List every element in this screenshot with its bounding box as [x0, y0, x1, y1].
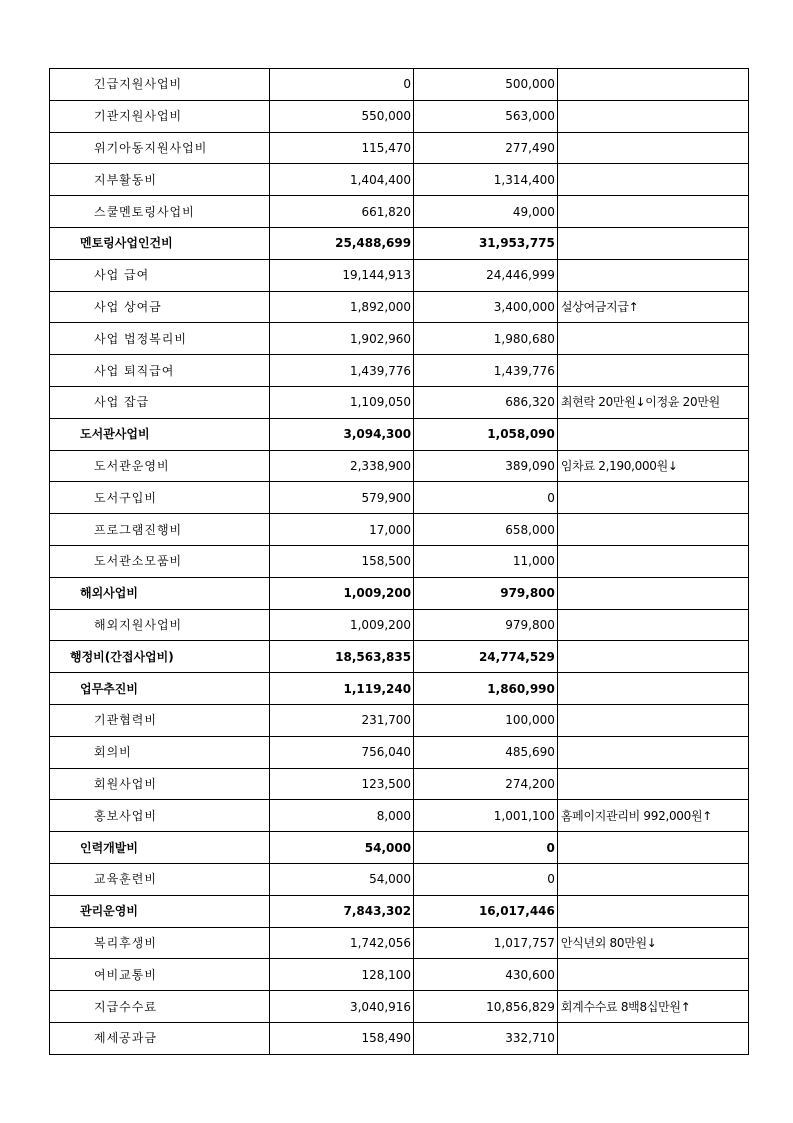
- current-amount-cell: 0: [414, 832, 558, 864]
- current-amount-cell: 1,860,990: [414, 673, 558, 705]
- account-name-cell: 사업 상여금: [50, 291, 270, 323]
- remark-cell: [557, 196, 748, 228]
- table-row: [50, 450, 749, 482]
- prior-amount-cell: 1,742,056: [270, 927, 414, 959]
- account-name-cell: 교육훈련비: [50, 863, 270, 895]
- account-name-cell: 행정비(간접사업비): [50, 641, 270, 673]
- table-row: [50, 800, 749, 832]
- table-row: [50, 641, 749, 673]
- remark-cell: 홈페이지관리비 992,000원↑: [557, 800, 748, 832]
- current-amount-cell: 3,400,000: [414, 291, 558, 323]
- remark-cell: [557, 69, 748, 101]
- table-row: [50, 704, 749, 736]
- prior-amount-cell: 550,000: [270, 100, 414, 132]
- current-amount-cell: 979,800: [414, 577, 558, 609]
- remark-cell: [557, 323, 748, 355]
- table-row: [50, 959, 749, 991]
- remark-cell: 설상여금지급↑: [557, 291, 748, 323]
- current-amount-cell: 686,320: [414, 386, 558, 418]
- remark-cell: [557, 768, 748, 800]
- current-amount-cell: 979,800: [414, 609, 558, 641]
- account-name-cell: 멘토링사업인건비: [50, 227, 270, 259]
- table-row: [50, 736, 749, 768]
- prior-amount-cell: 1,439,776: [270, 355, 414, 387]
- account-name-cell: 지급수수료: [50, 991, 270, 1023]
- prior-amount-cell: 3,040,916: [270, 991, 414, 1023]
- remark-cell: [557, 736, 748, 768]
- account-name-cell: 도서구입비: [50, 482, 270, 514]
- remark-cell: 최현락 20만원↓이정윤 20만원: [557, 386, 748, 418]
- remark-cell: [557, 514, 748, 546]
- table-row: [50, 832, 749, 864]
- account-name-cell: 여비교통비: [50, 959, 270, 991]
- account-name-cell: 홍보사업비: [50, 800, 270, 832]
- account-name-cell: 위기아동지원사업비: [50, 132, 270, 164]
- table-row: [50, 514, 749, 546]
- prior-amount-cell: 18,563,835: [270, 641, 414, 673]
- current-amount-cell: 1,980,680: [414, 323, 558, 355]
- current-amount-cell: 1,058,090: [414, 418, 558, 450]
- remark-cell: [557, 704, 748, 736]
- prior-amount-cell: 1,892,000: [270, 291, 414, 323]
- current-amount-cell: 31,953,775: [414, 227, 558, 259]
- prior-amount-cell: 1,902,960: [270, 323, 414, 355]
- table-row: [50, 100, 749, 132]
- remark-cell: [557, 959, 748, 991]
- current-amount-cell: 1,439,776: [414, 355, 558, 387]
- table-row: [50, 927, 749, 959]
- table-row: [50, 164, 749, 196]
- current-amount-cell: 332,710: [414, 1022, 558, 1054]
- account-name-cell: 제세공과금: [50, 1022, 270, 1054]
- account-name-cell: 사업 잡급: [50, 386, 270, 418]
- account-name-cell: 인력개발비: [50, 832, 270, 864]
- account-name-cell: 관리운영비: [50, 895, 270, 927]
- prior-amount-cell: 123,500: [270, 768, 414, 800]
- remark-cell: [557, 673, 748, 705]
- prior-amount-cell: 1,119,240: [270, 673, 414, 705]
- prior-amount-cell: 8,000: [270, 800, 414, 832]
- current-amount-cell: 277,490: [414, 132, 558, 164]
- table-row: [50, 323, 749, 355]
- remark-cell: [557, 100, 748, 132]
- current-amount-cell: 10,856,829: [414, 991, 558, 1023]
- prior-amount-cell: 2,338,900: [270, 450, 414, 482]
- current-amount-cell: 485,690: [414, 736, 558, 768]
- table-row: [50, 386, 749, 418]
- table-row: [50, 1022, 749, 1054]
- remark-cell: [557, 132, 748, 164]
- prior-amount-cell: 7,843,302: [270, 895, 414, 927]
- table-row: [50, 545, 749, 577]
- remark-cell: [557, 609, 748, 641]
- prior-amount-cell: 54,000: [270, 863, 414, 895]
- account-name-cell: 기관협력비: [50, 704, 270, 736]
- prior-amount-cell: 0: [270, 69, 414, 101]
- table-row: [50, 196, 749, 228]
- remark-cell: [557, 895, 748, 927]
- remark-cell: 안식년외 80만원↓: [557, 927, 748, 959]
- account-name-cell: 프로그램진행비: [50, 514, 270, 546]
- prior-amount-cell: 54,000: [270, 832, 414, 864]
- table-row: [50, 291, 749, 323]
- account-name-cell: 회원사업비: [50, 768, 270, 800]
- current-amount-cell: 0: [414, 482, 558, 514]
- table-row: [50, 355, 749, 387]
- prior-amount-cell: 128,100: [270, 959, 414, 991]
- account-name-cell: 복리후생비: [50, 927, 270, 959]
- prior-amount-cell: 231,700: [270, 704, 414, 736]
- table-row: [50, 863, 749, 895]
- remark-cell: 임차료 2,190,000원↓: [557, 450, 748, 482]
- remark-cell: [557, 832, 748, 864]
- current-amount-cell: 24,446,999: [414, 259, 558, 291]
- table-row: [50, 482, 749, 514]
- remark-cell: [557, 641, 748, 673]
- account-name-cell: 도서관소모품비: [50, 545, 270, 577]
- prior-amount-cell: 1,109,050: [270, 386, 414, 418]
- table-row: [50, 609, 749, 641]
- remark-cell: [557, 227, 748, 259]
- table-row: [50, 577, 749, 609]
- remark-cell: 회계수수료 8백8십만원↑: [557, 991, 748, 1023]
- remark-cell: [557, 545, 748, 577]
- prior-amount-cell: 756,040: [270, 736, 414, 768]
- account-name-cell: 사업 급여: [50, 259, 270, 291]
- prior-amount-cell: 17,000: [270, 514, 414, 546]
- prior-amount-cell: 1,009,200: [270, 609, 414, 641]
- table-row: [50, 69, 749, 101]
- table-row: [50, 673, 749, 705]
- prior-amount-cell: 1,404,400: [270, 164, 414, 196]
- account-name-cell: 지부활동비: [50, 164, 270, 196]
- remark-cell: [557, 863, 748, 895]
- current-amount-cell: 563,000: [414, 100, 558, 132]
- current-amount-cell: 11,000: [414, 545, 558, 577]
- table-row: [50, 227, 749, 259]
- prior-amount-cell: 579,900: [270, 482, 414, 514]
- table-row: [50, 895, 749, 927]
- current-amount-cell: 500,000: [414, 69, 558, 101]
- remark-cell: [557, 482, 748, 514]
- table-row: [50, 259, 749, 291]
- current-amount-cell: 1,314,400: [414, 164, 558, 196]
- table-row: [50, 418, 749, 450]
- prior-amount-cell: 25,488,699: [270, 227, 414, 259]
- current-amount-cell: 49,000: [414, 196, 558, 228]
- prior-amount-cell: 3,094,300: [270, 418, 414, 450]
- remark-cell: [557, 418, 748, 450]
- table-row: [50, 132, 749, 164]
- account-name-cell: 해외지원사업비: [50, 609, 270, 641]
- account-name-cell: 도서관사업비: [50, 418, 270, 450]
- budget-table: [49, 68, 749, 1055]
- prior-amount-cell: 115,470: [270, 132, 414, 164]
- remark-cell: [557, 577, 748, 609]
- prior-amount-cell: 1,009,200: [270, 577, 414, 609]
- current-amount-cell: 658,000: [414, 514, 558, 546]
- prior-amount-cell: 158,490: [270, 1022, 414, 1054]
- remark-cell: [557, 1022, 748, 1054]
- prior-amount-cell: 661,820: [270, 196, 414, 228]
- account-name-cell: 사업 법정복리비: [50, 323, 270, 355]
- prior-amount-cell: 19,144,913: [270, 259, 414, 291]
- current-amount-cell: 16,017,446: [414, 895, 558, 927]
- account-name-cell: 사업 퇴직급여: [50, 355, 270, 387]
- remark-cell: [557, 259, 748, 291]
- remark-cell: [557, 164, 748, 196]
- account-name-cell: 기관지원사업비: [50, 100, 270, 132]
- account-name-cell: 도서관운영비: [50, 450, 270, 482]
- remark-cell: [557, 355, 748, 387]
- current-amount-cell: 1,001,100: [414, 800, 558, 832]
- account-name-cell: 스쿨멘토링사업비: [50, 196, 270, 228]
- current-amount-cell: 1,017,757: [414, 927, 558, 959]
- account-name-cell: 업무추진비: [50, 673, 270, 705]
- prior-amount-cell: 158,500: [270, 545, 414, 577]
- current-amount-cell: 100,000: [414, 704, 558, 736]
- account-name-cell: 회의비: [50, 736, 270, 768]
- table-row: [50, 991, 749, 1023]
- account-name-cell: 해외사업비: [50, 577, 270, 609]
- account-name-cell: 긴급지원사업비: [50, 69, 270, 101]
- current-amount-cell: 389,090: [414, 450, 558, 482]
- current-amount-cell: 274,200: [414, 768, 558, 800]
- current-amount-cell: 430,600: [414, 959, 558, 991]
- current-amount-cell: 24,774,529: [414, 641, 558, 673]
- table-row: [50, 768, 749, 800]
- current-amount-cell: 0: [414, 863, 558, 895]
- budget-table-body: [50, 69, 749, 1055]
